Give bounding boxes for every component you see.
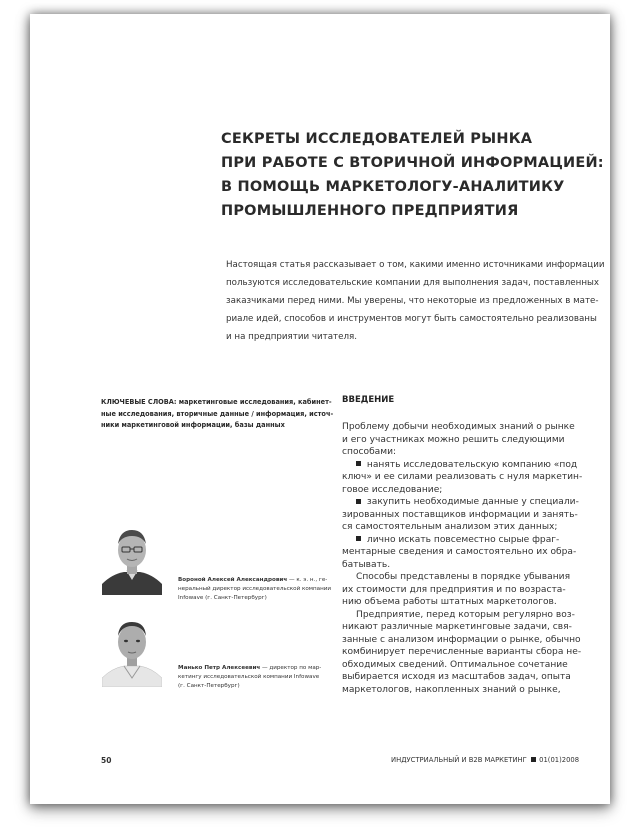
journal-name: ИНДУСТРИАЛЬНЫЙ И B2B МАРКЕТИНГ <box>391 756 527 764</box>
body-line: нию объема работы штатных маркетологов. <box>342 597 557 607</box>
article-title <box>221 127 604 223</box>
author-bio-line: — к. э. н., ге- <box>287 577 328 583</box>
author-bio-line: (г. Санкт-Петербург) <box>178 682 240 689</box>
body-line: занные с анализом информации о рынке, обычно <box>342 634 581 645</box>
body-line: Предприятие, перед которым регулярно воз- <box>356 609 575 620</box>
body-line: никают различные маркетинговые задачи, свя- <box>342 622 572 632</box>
bullet-item <box>342 534 597 547</box>
body-line: батывать. <box>342 559 391 570</box>
author-bio-line: неральный директор исследовательской компании <box>178 585 332 592</box>
body-line: нанять исследовательскую компанию «под <box>366 459 578 470</box>
body-line: комбинирует перечисленные варианты сбора не- <box>342 647 582 657</box>
author-bio-manko <box>178 664 358 690</box>
body-line: их стоимости для предприятия и по возраста- <box>342 584 566 595</box>
title-line: ПРИ РАБОТЕ С ВТОРИЧНОЙ ИНФОРМАЦИЕЙ: <box>221 155 604 171</box>
bullet-square-icon <box>356 499 361 504</box>
section-heading: ВВЕДЕНИЕ <box>342 395 395 405</box>
author-bio-line: — директор по мар- <box>260 665 322 671</box>
body-line: Способы представлены в порядке убывания <box>356 572 571 582</box>
lead-line: Настоящая статья рассказывает о том, какими именно источниками информации <box>226 260 605 270</box>
magazine-page <box>30 14 610 804</box>
author-photo-manko <box>102 612 162 687</box>
lead-paragraph <box>226 256 605 346</box>
lead-line: риале идей, способов и инструментов могут быть самостоятельно реализованы <box>226 314 597 324</box>
author-name: Вороной Алексей Александрович <box>178 577 288 583</box>
journal-footer <box>391 756 579 764</box>
body-line: выбирается исходя из масштабов задач, опыта <box>342 672 571 682</box>
lead-line: заказчиками перед ними. Мы уверены, что некоторые из предложенных в мате- <box>226 296 599 306</box>
bullet-item <box>342 459 597 472</box>
body-line: обходимых сведений. Оптимальное сочетание <box>342 659 568 670</box>
keywords-line: ные исследования, вторичные данные / информация, источ- <box>101 408 334 418</box>
title-line: СЕКРЕТЫ ИССЛЕДОВАТЕЛЕЙ РЫНКА <box>221 131 533 147</box>
body-column <box>342 421 597 696</box>
bullet-item <box>342 496 597 509</box>
keywords-line: КЛЮЧЕВЫЕ СЛОВА: маркетинговые исследования, кабинет- <box>101 397 332 406</box>
keywords-block <box>101 396 334 431</box>
body-line: ся самостоятельным анализом этих данных; <box>342 522 558 532</box>
author-bio-voronoi <box>178 576 358 602</box>
body-line: ментарные сведения и самостоятельно их обра- <box>342 547 577 557</box>
lead-line: и на предприятии читателя. <box>226 332 358 342</box>
body-line: зированных поставщиков информации и занять- <box>342 509 578 520</box>
author-name: Манько Петр Алексеевич <box>178 665 261 671</box>
body-line: закупить необходимые данные у специали- <box>366 497 579 507</box>
body-line: говое исследование; <box>342 484 443 495</box>
body-line: способами: <box>342 447 397 457</box>
author-bio-line: Infowave (г. Санкт-Петербург) <box>178 594 267 601</box>
title-line: В ПОМОЩЬ МАРКЕТОЛОГУ-АНАЛИТИКУ <box>221 179 565 195</box>
title-line: ПРОМЫШЛЕННОГО ПРЕДПРИЯТИЯ <box>221 203 519 219</box>
body-line: и его участниках можно решить следующими <box>342 434 565 445</box>
author-photo-voronoi <box>102 520 162 595</box>
separator-square-icon <box>531 757 536 762</box>
body-line: лично искать повсеместно сырые фраг- <box>366 534 560 545</box>
journal-issue: 01(01)2008 <box>539 756 580 764</box>
bullet-square-icon <box>356 536 361 541</box>
bullet-square-icon <box>356 461 361 466</box>
author-bio-line: кетингу исследовательской компании Infowave <box>178 673 320 680</box>
body-line: ключ» и ее силами реализовать с нуля маркетин- <box>342 472 583 482</box>
page-number: 50 <box>101 756 112 765</box>
lead-line: пользуются исследовательские компании для выполнения задач, поставленных <box>226 278 600 288</box>
body-line: Проблему добычи необходимых знаний о рынке <box>342 422 575 432</box>
body-line: маркетологов, накопленных знаний о рынке, <box>342 684 561 695</box>
keywords-line: ники маркетинговой информации, базы данных <box>101 420 285 429</box>
